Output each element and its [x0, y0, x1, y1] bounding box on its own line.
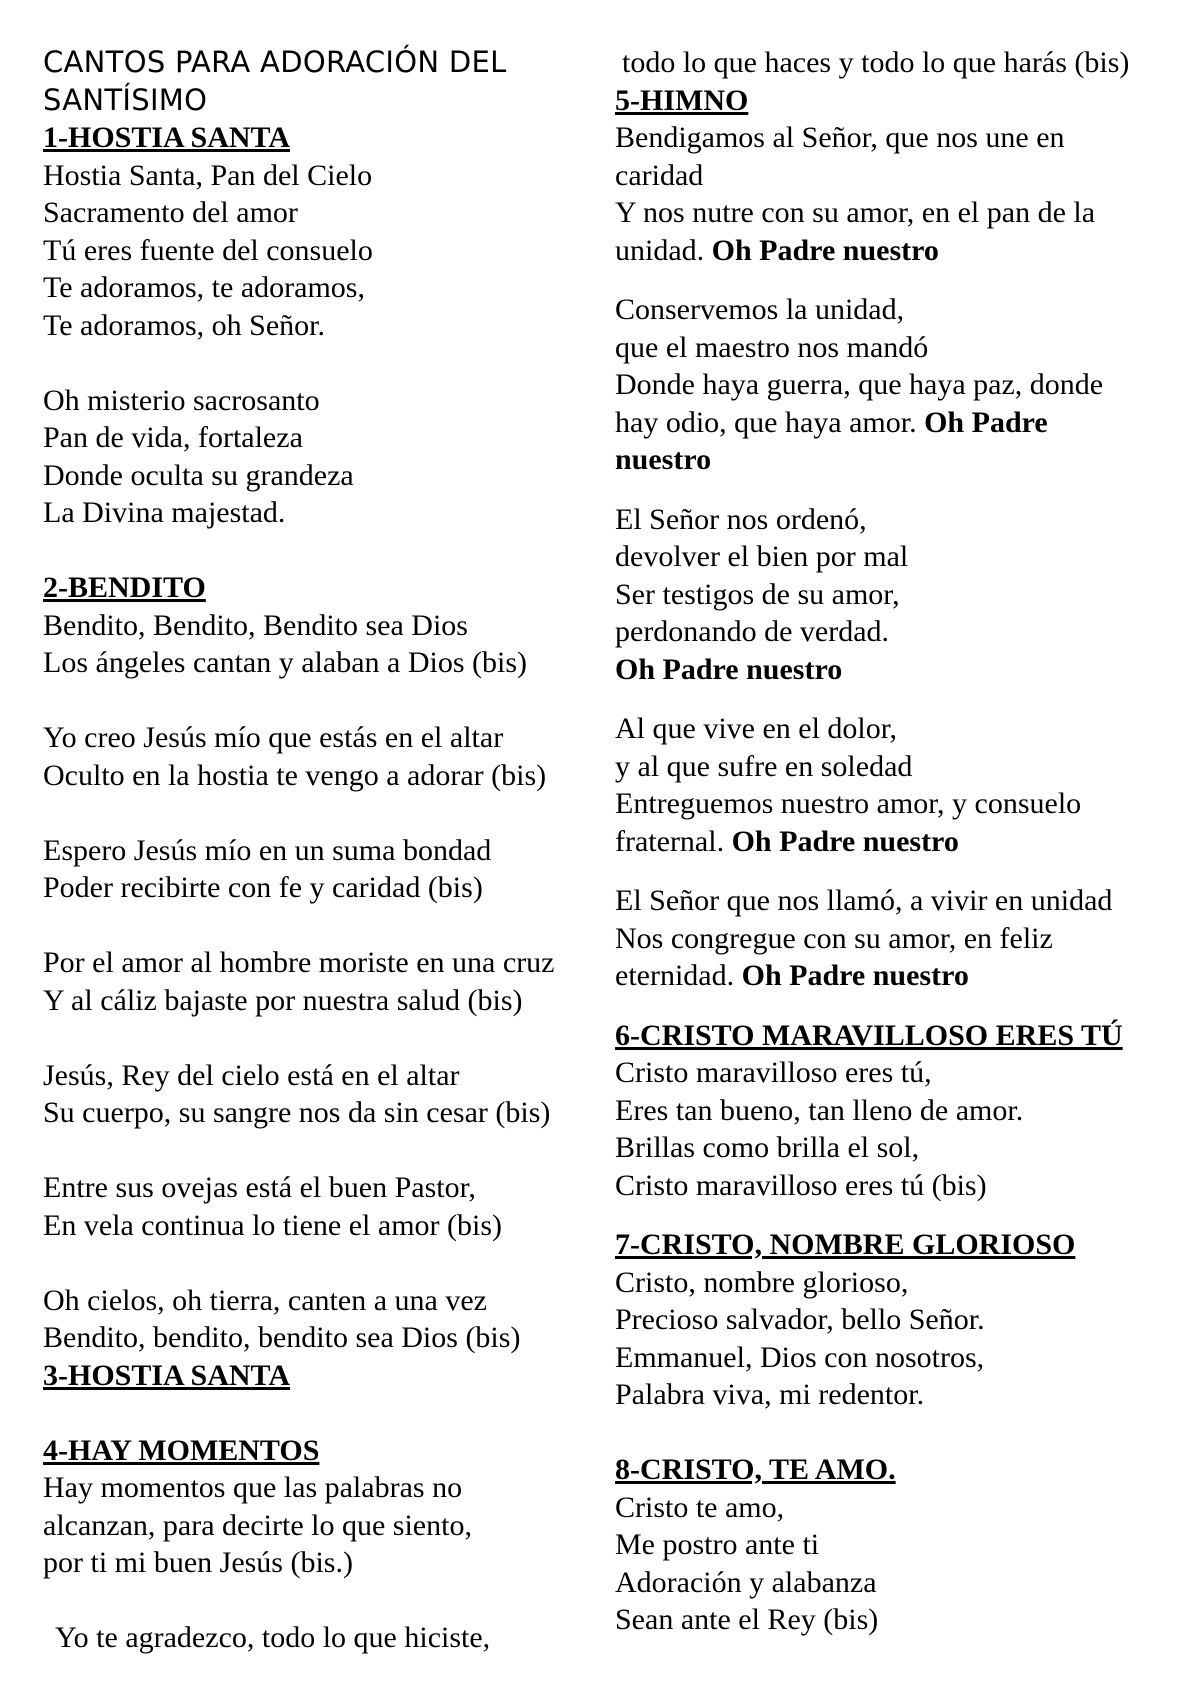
lyric-line: Te adoramos, te adoramos, — [43, 271, 365, 304]
lyric-line: Conservemos la unidad, — [615, 293, 905, 326]
lyric-line: Donde oculta su grandeza — [43, 458, 354, 492]
refrain: nuestro — [615, 443, 712, 476]
song-1-hostia-santa — [43, 119, 603, 532]
document-title — [43, 44, 603, 119]
song-4-hay-momentos — [43, 1432, 603, 1657]
lyric-line: alcanzan, para decirte lo que siento, — [43, 1508, 472, 1542]
lyric-line: que el maestro nos mandó — [615, 330, 929, 364]
lyric-line: Eres tan bueno, tan lleno de amor. — [615, 1093, 1024, 1127]
lyric-line: Cristo te amo, — [615, 1490, 785, 1524]
lyric-line: Oh misterio sacrosanto — [43, 383, 320, 417]
lyric-line: Adoración y alabanza — [615, 1565, 877, 1599]
lyric-line: perdonando de verdad. — [615, 615, 890, 648]
lyric-line: En vela continua lo tiene el amor (bis) — [43, 1208, 503, 1242]
lyric-line — [615, 957, 1185, 995]
lyric-text: eternidad. — [615, 959, 735, 992]
lyric-line: Jesús, Rey del cielo está en el altar — [43, 1058, 460, 1092]
lyric-line: Pan de vida, fortaleza — [43, 421, 303, 454]
song-heading: 5-HIMNO — [615, 83, 749, 117]
refrain: Oh Padre nuestro — [615, 652, 843, 686]
lyric-line — [615, 404, 1185, 442]
lyric-line: caridad — [615, 158, 704, 192]
lyric-line: Yo te agradezco, todo lo que hiciste, — [55, 1621, 491, 1654]
lyric-line: El Señor que nos llamó, a vivir en unidad — [615, 884, 1113, 917]
lyric-line: devolver el bien por mal — [615, 540, 909, 573]
lyric-line: Palabra viva, mi redentor. — [615, 1378, 925, 1411]
lyric-line: Ser testigos de su amor, — [615, 577, 900, 611]
song-3-hostia-santa — [43, 1357, 603, 1395]
song-8-cristo-te-amo — [615, 1451, 1185, 1639]
song-heading: 2-BENDITO — [43, 571, 206, 604]
lyric-line: Poder recibirte con fe y caridad (bis) — [43, 871, 483, 904]
lyric-text: fraternal. — [615, 824, 725, 858]
lyric-line: Sacramento del amor — [43, 196, 298, 229]
song-heading: 3-HOSTIA SANTA — [43, 1358, 291, 1392]
lyric-text: hay odio, que haya amor. — [615, 405, 917, 439]
lyric-line: Emmanuel, Dios con nosotros, — [615, 1340, 985, 1374]
lyric-line: Su cuerpo, su sangre nos da sin cesar (bis) — [43, 1096, 551, 1129]
song-6-cristo-maravilloso — [615, 1017, 1185, 1205]
lyric-line: Cristo maravilloso eres tú (bis) — [615, 1168, 987, 1202]
lyric-line: y al que sufre en soledad — [615, 749, 913, 783]
lyric-line: Oculto en la hostia te vengo a adorar (bis) — [43, 758, 547, 792]
lyric-line: Entreguemos nuestro amor, y consuelo — [615, 787, 1082, 820]
refrain: Oh Padre nuestro — [711, 233, 939, 267]
lyric-line: Bendito, bendito, bendito sea Dios (bis) — [43, 1321, 521, 1354]
refrain: Oh Padre nuestro — [731, 824, 959, 858]
lyric-line: por ti mi buen Jesús (bis.) — [43, 1546, 353, 1579]
lyric-line: Los ángeles cantan y alaban a Dios (bis) — [43, 646, 527, 679]
lyric-line: Yo creo Jesús mío que estás en el altar — [43, 721, 504, 754]
left-column — [43, 44, 603, 1657]
lyric-line: Por el amor al hombre moriste en una cruz — [43, 946, 555, 979]
lyric-line: Hostia Santa, Pan del Cielo — [43, 158, 373, 192]
lyric-line — [615, 823, 1185, 861]
lyric-line: Brillas como brilla el sol, — [615, 1131, 920, 1164]
lyric-line: La Divina majestad. — [43, 496, 286, 529]
title-line-1: CANTOS PARA ADORACIÓN DEL — [43, 45, 507, 79]
song-5-himno — [615, 82, 1185, 995]
lyric-line: Bendito, Bendito, Bendito sea Dios — [43, 608, 468, 642]
lyric-line: Me postro ante ti — [615, 1528, 820, 1561]
lyric-line: Nos congregue con su amor, en feliz — [615, 921, 1053, 955]
right-column — [615, 44, 1185, 1639]
lyric-line: todo lo que haces y todo lo que harás (bis) — [622, 46, 1130, 79]
song-7-cristo-nombre-glorioso — [615, 1226, 1185, 1414]
lyric-line: Oh cielos, oh tierra, canten a una vez — [43, 1283, 487, 1317]
lyric-line: Cristo maravilloso eres tú, — [615, 1056, 932, 1089]
lyric-line: Hay momentos que las palabras no — [43, 1471, 463, 1504]
song-heading: 8-CRISTO, TE AMO. — [615, 1453, 896, 1486]
lyric-line: El Señor nos ordenó, — [615, 502, 867, 536]
lyric-line: Precioso salvador, bello Señor. — [615, 1303, 985, 1336]
lyric-line: Y al cáliz bajaste por nuestra salud (bis) — [43, 983, 523, 1017]
lyric-line: Y nos nutre con su amor, en el pan de la — [615, 196, 1096, 229]
title-line-2: SANTÍSIMO — [43, 82, 208, 117]
song-heading: 1-HOSTIA SANTA — [43, 121, 291, 154]
song-heading: 6-CRISTO MARAVILLOSO ERES TÚ — [615, 1018, 1123, 1052]
lyric-line: Espero Jesús mío en un suma bondad — [43, 833, 492, 867]
lyric-line: Tú eres fuente del consuelo — [43, 233, 373, 267]
song-2-bendito — [43, 569, 603, 1357]
song-heading: 7-CRISTO, NOMBRE GLORIOSO — [615, 1228, 1076, 1261]
lyric-line — [615, 232, 1185, 270]
lyric-line: Donde haya guerra, que haya paz, donde — [615, 368, 1104, 401]
lyric-line: Entre sus ovejas está el buen Pastor, — [43, 1171, 476, 1204]
lyric-line: Te adoramos, oh Señor. — [43, 308, 326, 342]
refrain: Oh Padre nuestro — [741, 959, 969, 992]
lyric-line: Cristo, nombre glorioso, — [615, 1265, 909, 1299]
lyric-line: Al que vive en el dolor, — [615, 712, 898, 745]
lyric-text: unidad. — [615, 233, 705, 267]
lyric-line: Sean ante el Rey (bis) — [615, 1603, 879, 1636]
refrain: Oh Padre — [924, 405, 1048, 439]
lyric-line: Bendigamos al Señor, que nos une en — [615, 121, 1065, 154]
song-heading: 4-HAY MOMENTOS — [43, 1433, 320, 1467]
